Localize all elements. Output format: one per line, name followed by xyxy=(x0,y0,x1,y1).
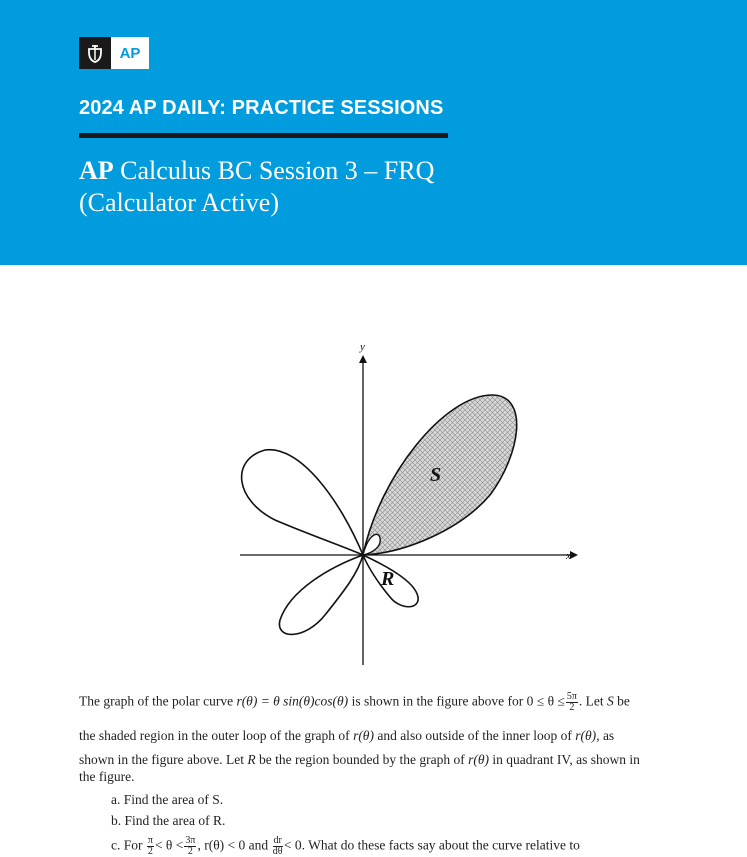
y-axis-label: y xyxy=(360,341,365,353)
acorn-icon xyxy=(79,37,111,69)
part-a: a. Find the area of S. xyxy=(111,792,224,807)
x-axis-arrow xyxy=(570,551,578,559)
problem-line-3: shown in the figure above. Let R be the region bounded by the graph of r(θ) in quadrant IV, as shown in xyxy=(79,752,640,767)
region-s-label: S xyxy=(430,464,442,486)
lower-left-loop xyxy=(279,555,363,634)
series-title: 2024 AP DAILY: PRACTICE SESSIONS xyxy=(79,97,444,119)
ap-logo-text: AP xyxy=(111,37,149,69)
college-board-ap-logo xyxy=(79,37,149,69)
part-b: b. Find the area of R. xyxy=(111,813,226,828)
problem-line-2: the shaded region in the outer loop of the graph of r(θ) and also outside of the inner loop of r(θ), as xyxy=(79,728,615,743)
x-axis-label: x xyxy=(566,550,571,562)
polar-curve-figure xyxy=(230,335,590,670)
problem-line-1: The graph of the polar curve r(θ) = θ sin(θ)cos(θ) is shown in the figure above for 0 ≤ θ ≤ $\frac{5\pi}{2}$ . Let S be xyxy=(79,691,630,713)
page-title xyxy=(79,155,434,219)
y-axis-arrow xyxy=(359,355,367,363)
part-c: c. For $\frac{\pi}{2}$ < θ < $\frac{3\pi}{2}$ , r(θ) < 0 and $\frac{dr}{d\theta}$ < 0. What do these facts say about the curve relative to xyxy=(111,835,580,857)
title-line2: (Calculator Active) xyxy=(79,188,279,217)
title-bold: AP xyxy=(79,156,114,185)
problem-line-4: the figure. xyxy=(79,769,135,784)
region-r-label: R xyxy=(381,568,395,590)
title-rest: Calculus BC Session 3 – FRQ xyxy=(120,156,435,185)
left-loop xyxy=(242,450,363,555)
header-banner xyxy=(0,0,747,265)
frac-5pi-over-2: $\frac{5\pi}{2}$ xyxy=(566,691,577,713)
header-rule xyxy=(79,133,448,138)
